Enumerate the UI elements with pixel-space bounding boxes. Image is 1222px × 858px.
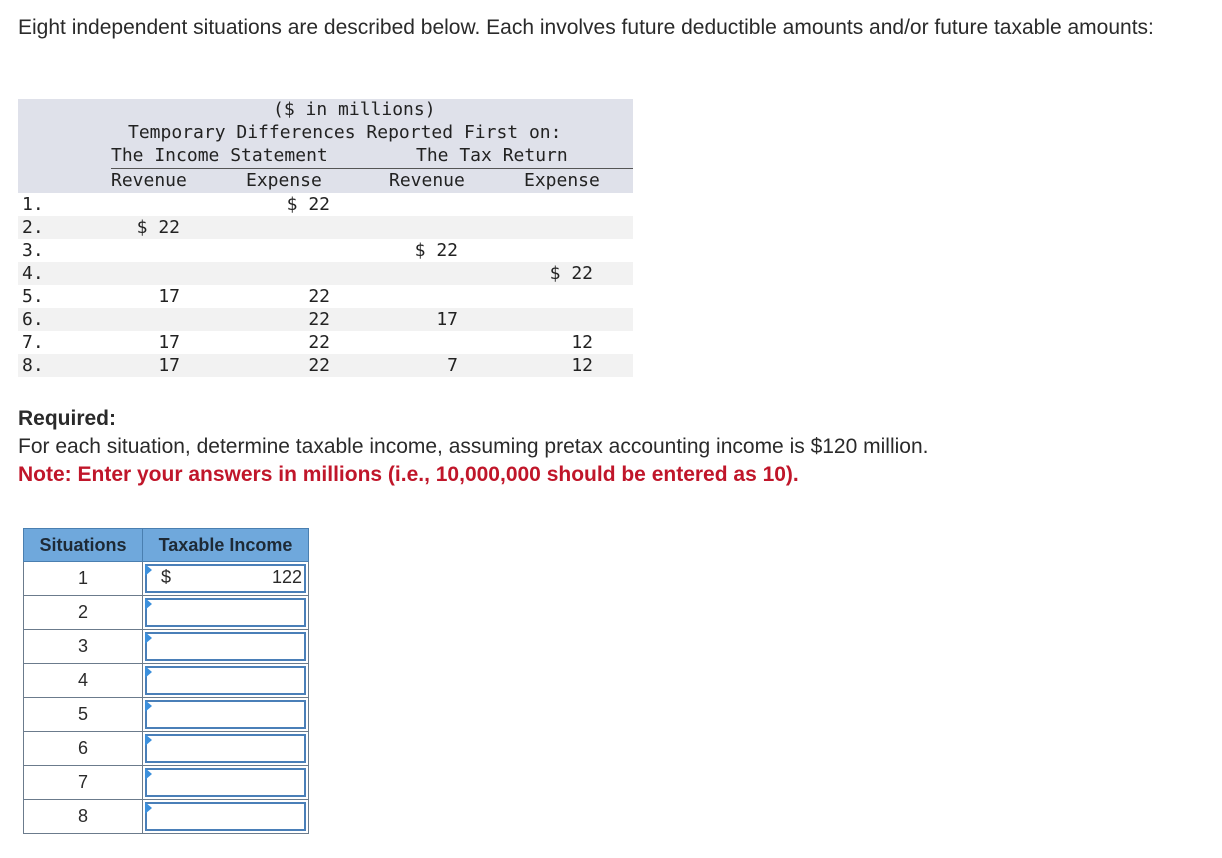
cell-is-revenue: $ 22 <box>136 217 180 238</box>
cell-is-expense: 22 <box>308 332 330 353</box>
row-number: 3. <box>22 240 44 261</box>
cell-tr-revenue: 7 <box>447 355 458 376</box>
table-row <box>18 308 633 331</box>
situation-number: 1 <box>24 562 143 596</box>
situation-number: 6 <box>24 732 143 766</box>
taxable-income-input[interactable] <box>145 700 306 729</box>
taxable-income-input[interactable] <box>145 802 306 831</box>
taxable-income-input[interactable] <box>145 598 306 627</box>
col-tr-expense: Expense <box>524 170 600 191</box>
answer-row <box>24 732 309 766</box>
required-text: For each situation, determine taxable income, assuming pretax accounting income is $120 million. <box>18 435 929 458</box>
cell-is-revenue: 17 <box>158 332 180 353</box>
cell-is-expense: 22 <box>308 286 330 307</box>
answer-table <box>23 528 309 834</box>
table-row <box>18 354 633 377</box>
input-marker-icon <box>145 768 152 780</box>
group-tax-return: The Tax Return <box>416 145 568 166</box>
col-is-revenue: Revenue <box>111 170 187 191</box>
answer-row <box>24 630 309 664</box>
input-marker-icon <box>145 598 152 610</box>
temporary-differences-table <box>18 99 633 377</box>
input-marker-icon <box>145 734 152 746</box>
input-marker-icon <box>145 802 152 814</box>
taxable-income-cell <box>143 630 309 664</box>
cell-is-revenue: 17 <box>158 355 180 376</box>
table-header <box>18 99 633 193</box>
row-number: 6. <box>22 309 44 330</box>
cell-tr-revenue: $ 22 <box>414 240 458 261</box>
answer-row <box>24 698 309 732</box>
row-number: 4. <box>22 263 44 284</box>
group-income-statement: The Income Statement <box>111 145 328 166</box>
required-note: Note: Enter your answers in millions (i.e., 10,000,000 should be entered as 10). <box>18 463 799 486</box>
cell-is-revenue: 17 <box>158 286 180 307</box>
taxable-income-input[interactable] <box>145 666 306 695</box>
situation-number: 4 <box>24 664 143 698</box>
answer-row <box>24 562 309 596</box>
col-situations: Situations <box>24 529 143 562</box>
required-title: Required: <box>18 407 117 430</box>
situation-number: 2 <box>24 596 143 630</box>
answer-row <box>24 800 309 834</box>
col-is-expense: Expense <box>246 170 322 191</box>
intro-text: Eight independent situations are described below. Each involves future deductible amounts and/or future taxable amounts: <box>18 16 1154 39</box>
header-rule <box>111 168 633 169</box>
answer-row <box>24 664 309 698</box>
super-header: Temporary Differences Reported First on: <box>128 122 562 143</box>
table-row <box>18 193 633 216</box>
taxable-income-cell <box>143 766 309 800</box>
taxable-income-cell <box>143 562 309 596</box>
answer-row <box>24 596 309 630</box>
col-tr-revenue: Revenue <box>389 170 465 191</box>
input-marker-icon <box>145 666 152 678</box>
table-row <box>18 262 633 285</box>
row-number: 8. <box>22 355 44 376</box>
cell-tr-expense: $ 22 <box>549 263 593 284</box>
table-row <box>18 285 633 308</box>
row-number: 2. <box>22 217 44 238</box>
answer-row <box>24 766 309 800</box>
required-section <box>18 405 928 489</box>
taxable-income-cell <box>143 596 309 630</box>
taxable-income-cell <box>143 732 309 766</box>
situation-number: 7 <box>24 766 143 800</box>
input-marker-icon <box>145 700 152 712</box>
taxable-income-input[interactable] <box>145 768 306 797</box>
cell-tr-revenue: 17 <box>436 309 458 330</box>
taxable-income-input[interactable] <box>145 734 306 763</box>
row-number: 1. <box>22 194 44 215</box>
cell-is-expense: $ 22 <box>286 194 330 215</box>
taxable-income-cell <box>143 800 309 834</box>
taxable-income-cell <box>143 664 309 698</box>
cell-is-expense: 22 <box>308 355 330 376</box>
table-row <box>18 216 633 239</box>
cell-is-expense: 22 <box>308 309 330 330</box>
taxable-income-value: 122 <box>271 567 302 587</box>
situation-number: 3 <box>24 630 143 664</box>
unit-label: ($ in millions) <box>273 99 436 120</box>
cell-tr-expense: 12 <box>571 355 593 376</box>
situation-number: 5 <box>24 698 143 732</box>
currency-symbol: $ <box>161 567 172 587</box>
table-row <box>18 331 633 354</box>
row-number: 5. <box>22 286 44 307</box>
input-marker-icon <box>145 564 152 576</box>
row-number: 7. <box>22 332 44 353</box>
col-taxable-income: Taxable Income <box>143 529 309 562</box>
taxable-income-input[interactable] <box>145 632 306 661</box>
taxable-income-cell <box>143 698 309 732</box>
situation-number: 8 <box>24 800 143 834</box>
input-marker-icon <box>145 632 152 644</box>
table-body <box>18 193 633 377</box>
cell-tr-expense: 12 <box>571 332 593 353</box>
table-row <box>18 239 633 262</box>
